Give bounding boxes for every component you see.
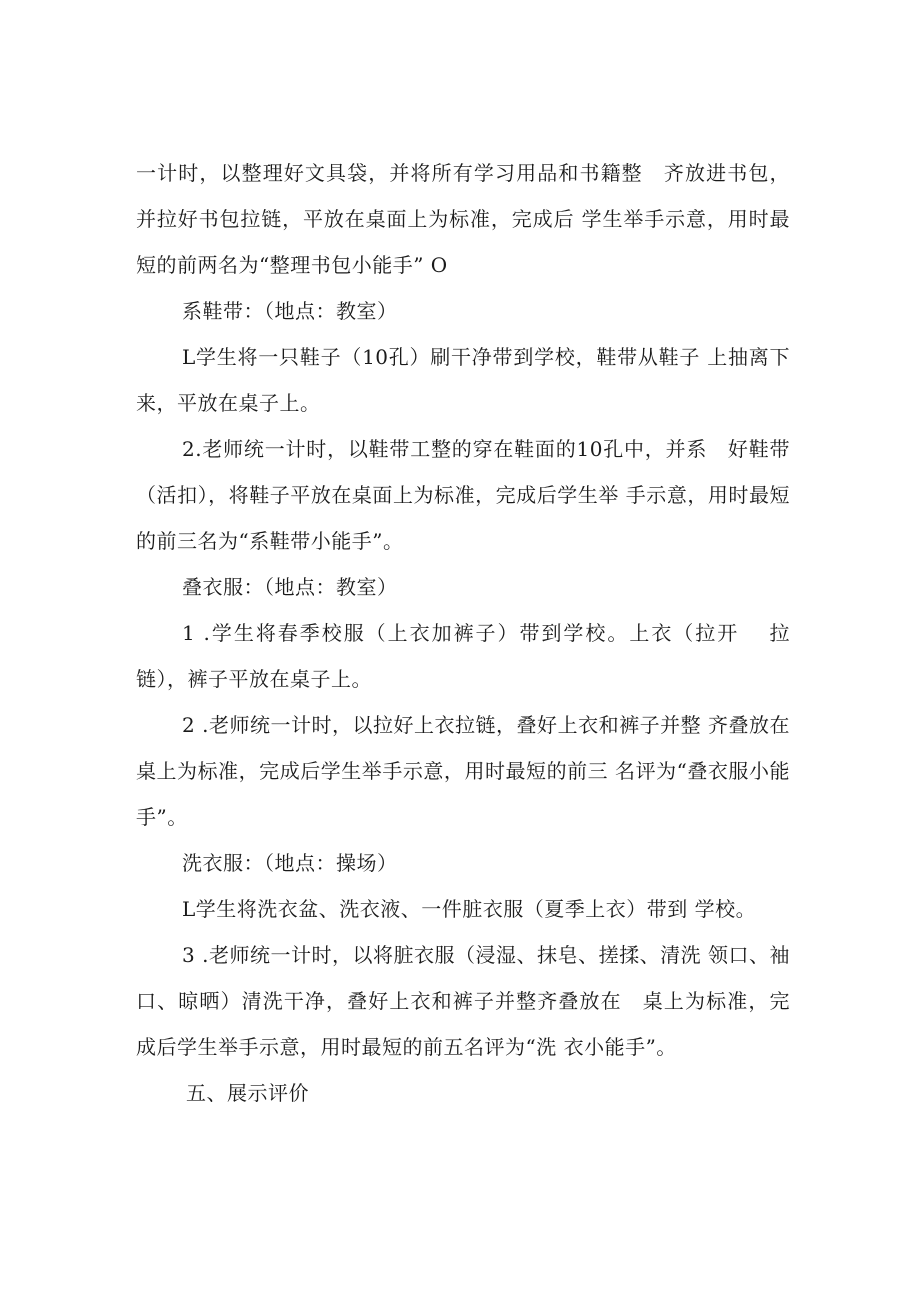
paragraph-fold-step-1: 1 .学生将春季校服（上衣加裤子）带到学校。上衣（拉开 拉链），裤子平放在桌子上。	[136, 621, 790, 691]
paragraph-shoelace-step-2: 2.老师统一计时，以鞋带工整的穿在鞋面的10孔中，并系 好鞋带（活扣），将鞋子平放在桌面上为标准，完成后学生举 手示意，用时最短的前三名为“系鞋带小能手”。	[136, 437, 790, 553]
paragraph-wash-step-2: 3 .老师统一计时，以将脏衣服（浸湿、抹皂、搓揉、清洗 领口、袖口、晾晒）清洗干净，叠好上衣和裤子并整齐叠放在 桌上为标准，完成后学生举手示意，用时最短的前五名评为“洗 衣小能手”。	[136, 943, 790, 1059]
heading-fold-clothes: 叠衣服：（地点：教室）	[182, 575, 398, 599]
paragraph-fold-step-2: 2 .老师统一计时，以拉好上衣拉链，叠好上衣和裤子并整 齐叠放在桌上为标准，完成后学生举手示意，用时最短的前三 名评为“叠衣服小能手”。	[136, 713, 790, 829]
heading-tie-shoelaces: 系鞋带：（地点：教室）	[182, 299, 398, 323]
paragraph-wash-step-1: L学生将洗衣盆、洗衣液、一件脏衣服（夏季上衣）带到 学校。	[182, 897, 757, 921]
document-body	[136, 150, 790, 1116]
paragraph-packing-rules: 一计时，以整理好文具袋，并将所有学习用品和书籍整 齐放进书包，并拉好书包拉链，平放在桌面上为标准，完成后 学生举手示意，用时最短的前两名为“整理书包小能手” O	[136, 161, 790, 277]
section-title-showcase-evaluation: 五、展示评价	[186, 1081, 309, 1105]
heading-wash-clothes: 洗衣服：（地点：操场）	[182, 851, 398, 875]
paragraph-shoelace-step-1: L学生将一只鞋子（10孔）刷干净带到学校，鞋带从鞋子 上抽离下来，平放在桌子上。	[136, 345, 790, 415]
